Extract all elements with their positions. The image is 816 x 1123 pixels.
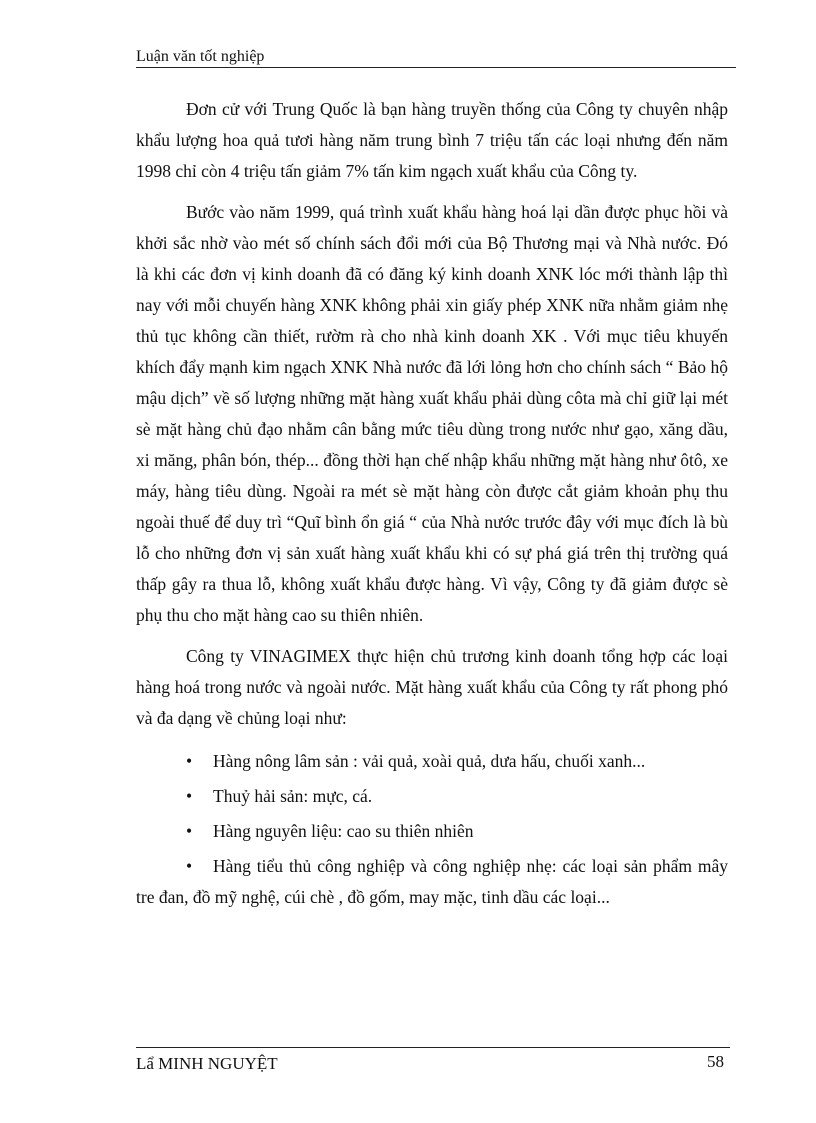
list-item-text: Hàng nông lâm sản : vải quả, xoài quả, dưa hấu, chuối xanh...: [213, 751, 646, 771]
list-item: [136, 851, 728, 913]
paragraph-2: Bước vào năm 1999, quá trình xuất khẩu hàng hoá lại dần được phục hồi và khởi sắc nhờ vào mét số chính sách đổi mới của Bộ Thương mại và Nhà nước. Đó là khi các đơn vị kinh doanh đã có đăng ký kinh doanh XNK lóc mới thành lập thì nay với mỗi chuyến hàng XNK không phải xin giấy phép XNK nữa nhằm giảm nhẹ thủ tục không cần thiết, rườm rà cho nhà kinh doanh XK . Với mục tiêu khuyến khích đẩy mạnh kim ngạch XNK Nhà nước đã lới lỏng hơn cho chính sách “ Bảo hộ mậu dịch” về số lượng những mặt hàng xuất khẩu phải dùng côta mà chỉ giữ lại mét sè mặt hàng chủ đạo nhằm cân bằng mức tiêu dùng trong nước như gạo, xăng dầu, xi măng, phân bón, thép... đồng thời hạn chế nhập khẩu những mặt hàng như ôtô, xe máy, hàng tiêu dùng. Ngoài ra mét sè mặt hàng còn được cắt giảm khoản phụ thu ngoài thuế để duy trì “Quĩ bình ổn giá “ của Nhà nước trước đây với mục đích là bù lỗ cho những đơn vị sản xuất hàng xuất khẩu khi có sự phá giá trên thị trường quá thấp gây ra thua lỗ, không xuất khẩu được hàng. Vì vậy, Công ty đã giảm được sè phụ thu cho mặt hàng cao su thiên nhiên.: [136, 202, 728, 625]
export-goods-list: [136, 746, 728, 913]
bullet-icon: •: [186, 751, 193, 771]
list-item: [136, 816, 728, 847]
paragraph-1: Đơn cử với Trung Quốc là bạn hàng truyền thống của Công ty chuyên nhập khẩu lượng hoa quả tươi hàng năm trung bình 7 triệu tấn các loại nhưng đến năm 1998 chỉ còn 4 triệu tấn giảm 7% tấn kim ngạch xuất khẩu của Công ty.: [136, 99, 728, 181]
list-item-text: Hàng tiểu thủ công nghiệp và công nghiệp nhẹ: các loại sản phẩm mây tre đan, đồ mỹ nghệ, cúi chè , đồ gốm, may mặc, tinh dầu các loại...: [136, 856, 728, 907]
header-title: Luận văn tốt nghiệp: [136, 48, 265, 65]
list-item: [136, 781, 728, 812]
footer-author: Lẩ MINH NGUYỆT: [136, 1054, 278, 1073]
bullet-icon: •: [186, 856, 193, 876]
bullet-icon: •: [186, 821, 193, 841]
bullet-icon: •: [186, 786, 193, 806]
footer-divider: [136, 1047, 730, 1048]
running-header: [136, 48, 736, 68]
paragraph-3: Công ty VINAGIMEX thực hiện chủ trương kinh doanh tổng hợp các loại hàng hoá trong nước và ngoài nước. Mặt hàng xuất khẩu của Công ty rất phong phó và đa dạng về chủng loại như:: [136, 646, 728, 728]
body-content: [136, 94, 728, 917]
list-item: [136, 746, 728, 777]
list-item-text: Hàng nguyên liệu: cao su thiên nhiên: [213, 821, 474, 841]
page-number: 58: [707, 1052, 724, 1071]
list-item-text: Thuỷ hải sản: mực, cá.: [213, 786, 373, 806]
